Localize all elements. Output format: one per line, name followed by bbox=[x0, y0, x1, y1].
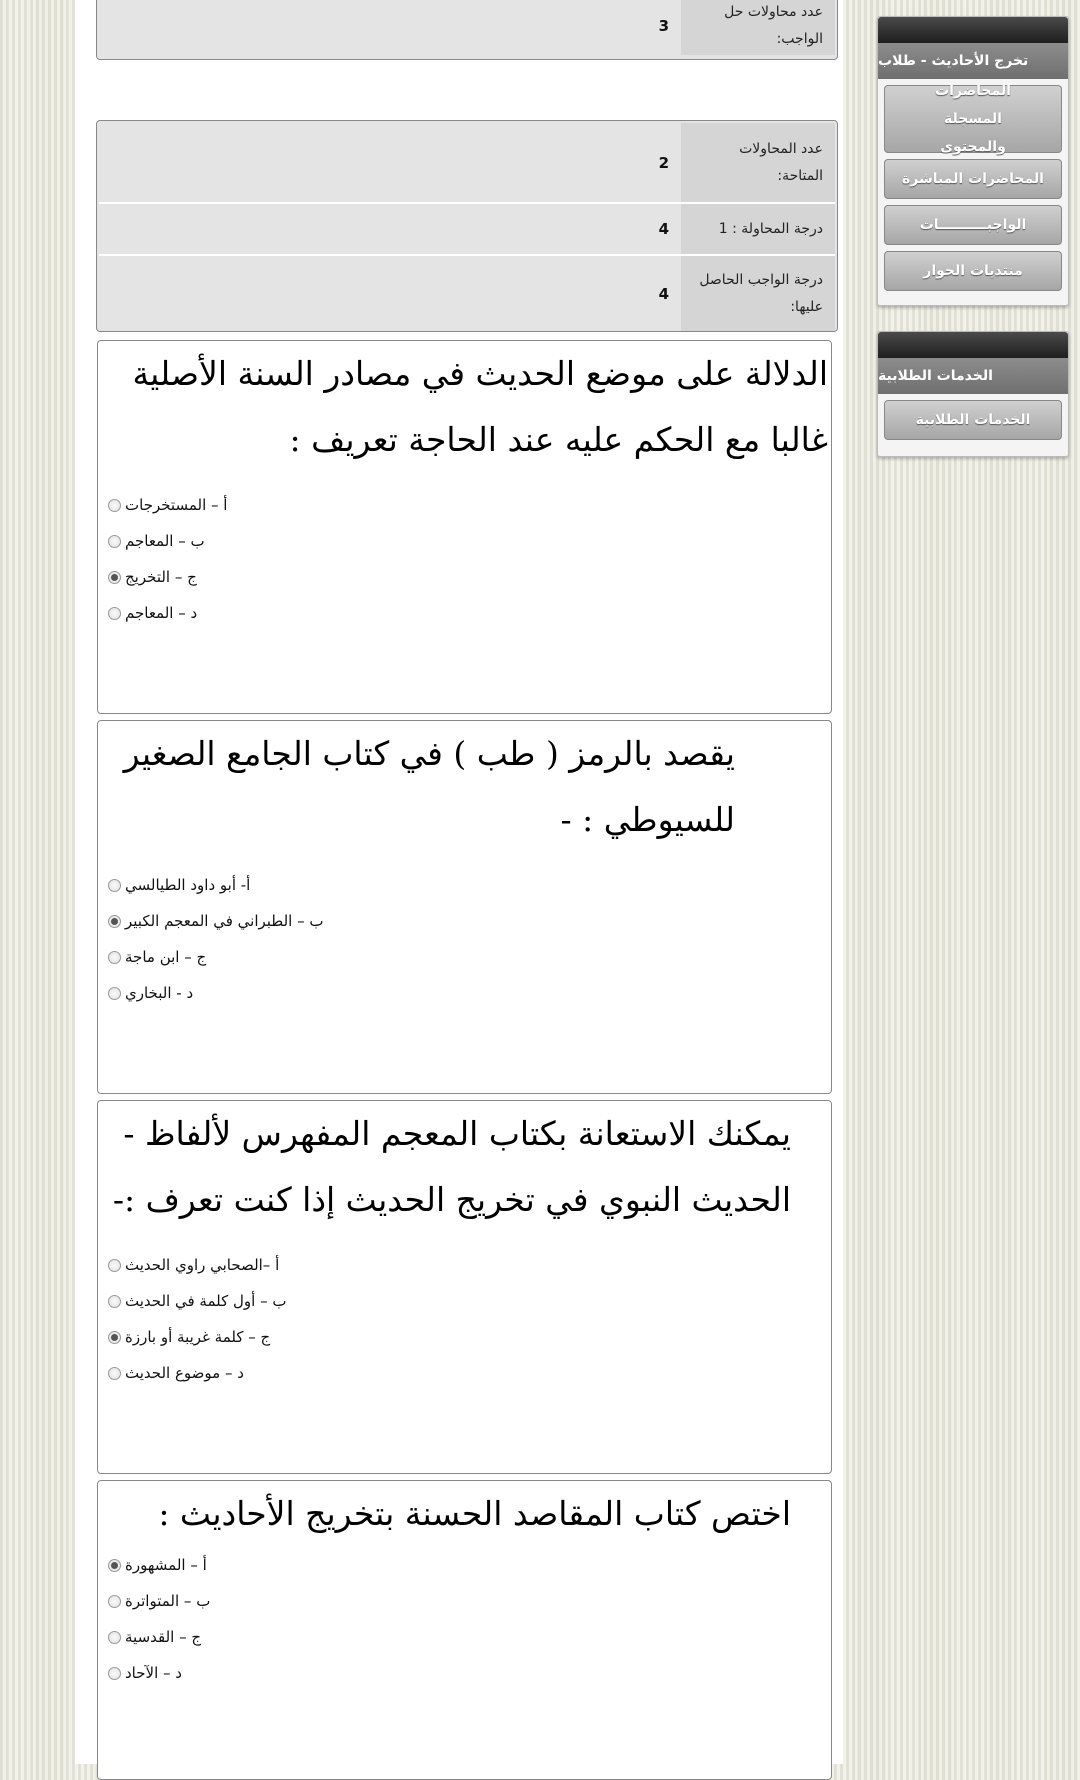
radio-button[interactable] bbox=[108, 1559, 121, 1572]
radio-button[interactable] bbox=[108, 607, 121, 620]
radio-button[interactable] bbox=[108, 1331, 121, 1344]
option-item[interactable] bbox=[108, 867, 831, 903]
info-label: عدد المحاولات المتاحة: bbox=[681, 123, 835, 202]
option-item[interactable] bbox=[108, 559, 831, 595]
radio-button[interactable] bbox=[108, 915, 121, 928]
info-row bbox=[99, 0, 835, 55]
radio-button[interactable] bbox=[108, 1631, 121, 1644]
option-label: د - البخاري bbox=[125, 984, 194, 1002]
question-card bbox=[97, 340, 832, 714]
info-label: درجة المحاولة : 1 bbox=[681, 204, 835, 254]
forums-button[interactable]: منتديات الحوار bbox=[884, 251, 1062, 291]
option-label: ج – ابن ماجة bbox=[125, 948, 207, 966]
radio-button[interactable] bbox=[108, 1595, 121, 1608]
option-label: أ – المستخرجات bbox=[125, 496, 228, 514]
radio-button[interactable] bbox=[108, 499, 121, 512]
option-item[interactable] bbox=[108, 1355, 831, 1391]
info-value: 2 bbox=[99, 123, 681, 202]
student-services-button[interactable]: الخدمات الطلابية bbox=[884, 400, 1062, 440]
options-list bbox=[98, 1247, 831, 1391]
main-content bbox=[75, 0, 843, 1764]
radio-button[interactable] bbox=[108, 535, 121, 548]
info-label: عدد محاولات حل الواجب: bbox=[681, 0, 835, 55]
radio-button[interactable] bbox=[108, 1667, 121, 1680]
info-value: 4 bbox=[99, 204, 681, 254]
option-label: د – المعاجم bbox=[125, 604, 198, 622]
option-item[interactable] bbox=[108, 1283, 831, 1319]
question-card bbox=[97, 720, 832, 1094]
option-label: ج – التخريج bbox=[125, 568, 197, 586]
option-label: د – موضوع الحديث bbox=[125, 1364, 244, 1382]
options-list bbox=[98, 867, 831, 1011]
question-text: اختص كتاب المقاصد الحسنة بتخريج الأحاديث : bbox=[158, 1494, 791, 1533]
option-label: ج – كلمة غريبة أو بارزة bbox=[125, 1328, 271, 1346]
option-label: أ- أبو داود الطيالسي bbox=[125, 876, 251, 894]
option-item[interactable] bbox=[108, 903, 831, 939]
menu-header-bar bbox=[878, 332, 1068, 358]
radio-button[interactable] bbox=[108, 987, 121, 1000]
info-row bbox=[99, 123, 835, 204]
question-text: يمكنك الاستعانة بكتاب المعجم المفهرس لألفاظ - الحديث النبوي في تخريج الحديث إذا كنت تعرف :- bbox=[112, 1114, 791, 1219]
info-row bbox=[99, 256, 835, 331]
option-label: ب – المتواترة bbox=[125, 1592, 211, 1610]
radio-button[interactable] bbox=[108, 879, 121, 892]
option-label: ج – القدسية bbox=[125, 1628, 202, 1646]
question-card bbox=[97, 1480, 832, 1780]
attempts-table bbox=[96, 0, 838, 60]
course-menu bbox=[877, 16, 1069, 306]
info-value: 3 bbox=[99, 0, 681, 55]
option-label: أ – المشهورة bbox=[125, 1556, 207, 1574]
option-item[interactable] bbox=[108, 487, 831, 523]
radio-button[interactable] bbox=[108, 1295, 121, 1308]
course-title: تخرج الأحاديث - طلاب bbox=[878, 43, 1068, 79]
assignments-button[interactable]: الواجبــــــــــات bbox=[884, 205, 1062, 245]
question-card bbox=[97, 1100, 832, 1474]
radio-button[interactable] bbox=[108, 1259, 121, 1272]
menu-header-bar bbox=[878, 17, 1068, 43]
option-item[interactable] bbox=[108, 523, 831, 559]
info-label: درجة الواجب الحاصل عليها: bbox=[681, 256, 835, 331]
services-title: الخدمات الطلابية bbox=[878, 358, 1068, 394]
radio-button[interactable] bbox=[108, 951, 121, 964]
option-item[interactable] bbox=[108, 1655, 831, 1691]
recorded-lectures-button[interactable]: المحاضرات المسجلة والمحتوى bbox=[884, 85, 1062, 153]
options-list bbox=[98, 1547, 831, 1691]
option-label: د – الآحاد bbox=[125, 1664, 182, 1682]
radio-button[interactable] bbox=[108, 571, 121, 584]
option-item[interactable] bbox=[108, 1547, 831, 1583]
option-label: أ –الصحابي راوي الحديث bbox=[125, 1256, 280, 1274]
grade-info-table bbox=[96, 120, 838, 332]
option-item[interactable] bbox=[108, 1583, 831, 1619]
option-item[interactable] bbox=[108, 939, 831, 975]
option-label: ب – الطبراني في المعجم الكبير bbox=[125, 912, 324, 930]
option-label: ب – أول كلمة في الحديث bbox=[125, 1292, 287, 1310]
services-menu bbox=[877, 331, 1069, 457]
option-item[interactable] bbox=[108, 1619, 831, 1655]
option-item[interactable] bbox=[108, 1319, 831, 1355]
info-value: 4 bbox=[99, 256, 681, 331]
option-item[interactable] bbox=[108, 1247, 831, 1283]
question-text: يقصد بالرمز ( طب ) في كتاب الجامع الصغير للسيوطي : - bbox=[123, 734, 735, 839]
option-item[interactable] bbox=[108, 595, 831, 631]
question-text: الدلالة على موضع الحديث في مصادر السنة الأصلية غالبا مع الحكم عليه عند الحاجة تعريف : bbox=[132, 354, 828, 459]
option-item[interactable] bbox=[108, 975, 831, 1011]
options-list bbox=[98, 487, 831, 631]
info-row bbox=[99, 204, 835, 256]
radio-button[interactable] bbox=[108, 1367, 121, 1380]
live-lectures-button[interactable]: المحاضرات المباشرة bbox=[884, 159, 1062, 199]
option-label: ب – المعاجم bbox=[125, 532, 205, 550]
